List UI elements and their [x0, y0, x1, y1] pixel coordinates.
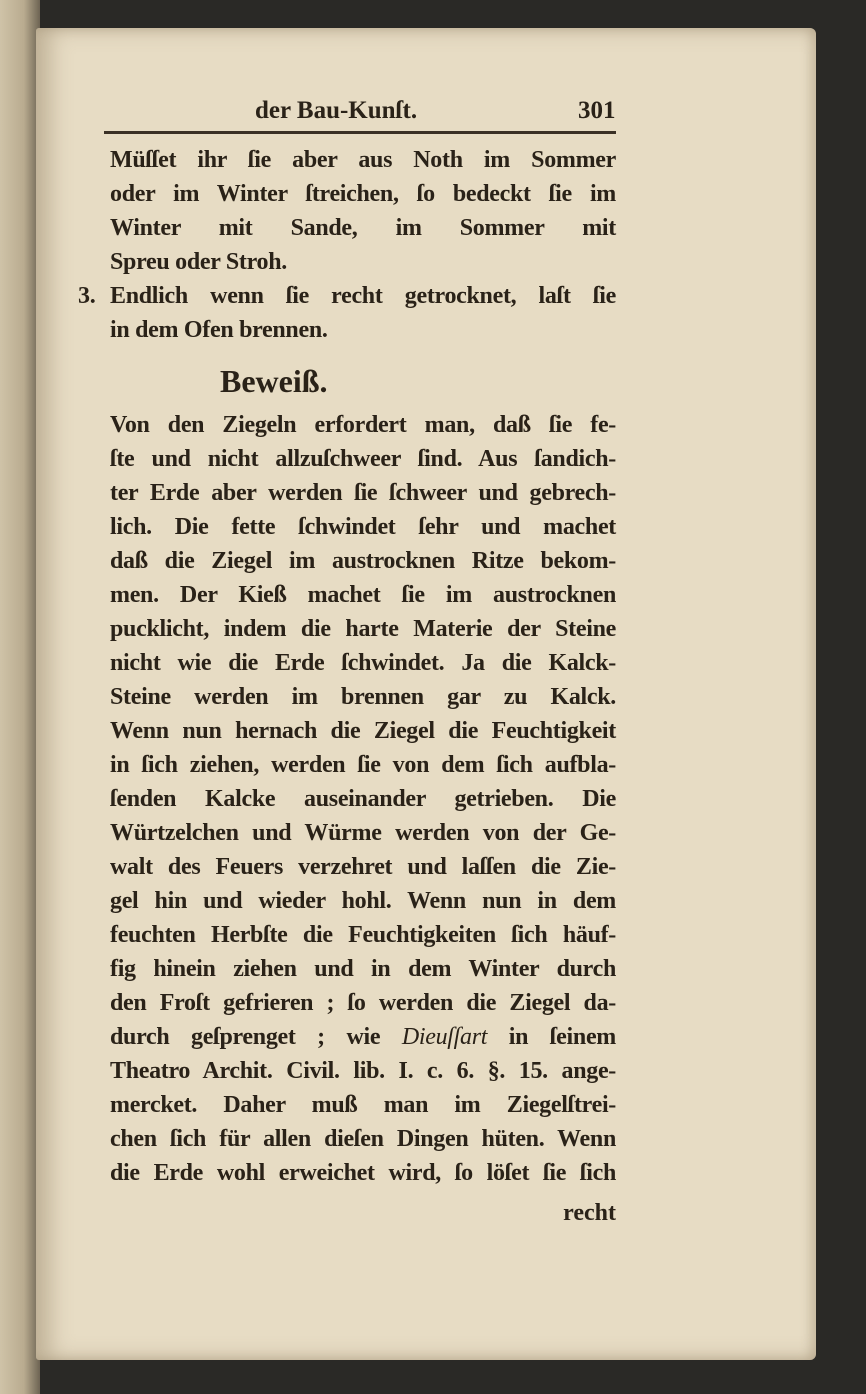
header-rule: [104, 131, 616, 134]
text-line: [110, 444, 616, 474]
running-title: der Bau-Kunſt.: [255, 97, 418, 124]
text-segment: in ſich ziehen, werden ſie von dem ſich aufbla-: [110, 752, 616, 778]
text-segment: walt des Feuers verzehret und laſſen die Zie-: [110, 854, 616, 880]
text-segment: Endlich wenn ſie recht getrocknet, laſt ſie: [110, 283, 616, 309]
text-segment: Müſſet ihr ſie aber aus Noth im Sommer: [110, 147, 616, 173]
text-segment: mercket. Daher muß man im Ziegelſtrei-: [110, 1092, 616, 1118]
text-line: [110, 410, 616, 440]
text-segment: pucklicht, indem die harte Materie der Steine: [110, 616, 616, 642]
text-segment: Steine werden im brennen gar zu Kalck.: [110, 684, 616, 710]
text-segment: in ſeinem: [487, 1024, 616, 1050]
previous-page-edge: [0, 0, 40, 1394]
text-line: [110, 784, 616, 814]
text-segment: feuchten Herbſte die Feuchtigkeiten ſich häuf-: [110, 922, 616, 948]
text-segment: chen ſich für allen dieſen Dingen hüten. Wenn: [110, 1126, 616, 1152]
text-segment: durch geſprenget ; wie: [110, 1024, 402, 1050]
text-line: [110, 580, 616, 610]
text-segment: die Erde wohl erweichet wird, ſo löſet ſie ſich: [110, 1160, 616, 1186]
text-line: [110, 682, 616, 712]
text-line: [110, 145, 616, 175]
text-line: [110, 886, 616, 916]
text-segment: Winter mit Sande, im Sommer mit: [110, 215, 616, 241]
text-line: [110, 546, 616, 576]
text-line: [110, 1124, 616, 1154]
text-line: [110, 315, 616, 345]
text-segment: ter Erde aber werden ſie ſchweer und gebrech-: [110, 480, 616, 506]
text-segment: Theatro Archit. Civil. lib. I. c. 6. §. 15. ange-: [110, 1058, 616, 1084]
list-number: 3.: [78, 283, 96, 309]
text-line: [110, 478, 616, 508]
text-segment: nicht wie die Erde ſchwindet. Ja die Kalck-: [110, 650, 616, 676]
text-segment: Würtzelchen und Würme werden von der Ge-: [110, 820, 616, 846]
text-segment: gel hin und wieder hohl. Wenn nun in dem: [110, 888, 616, 914]
text-segment: Von den Ziegeln erfordert man, daß ſie fe-: [110, 412, 616, 438]
text-line: [110, 247, 616, 277]
text-line: [110, 648, 616, 678]
text-line: [110, 1158, 616, 1188]
text-line: [110, 1022, 616, 1052]
text-line: [110, 1090, 616, 1120]
text-line: [110, 954, 616, 984]
catchword: recht: [563, 1200, 616, 1226]
text-line: [110, 988, 616, 1018]
text-segment: men. Der Kieß machet ſie im austrocknen: [110, 582, 616, 608]
text-line: [110, 818, 616, 848]
text-segment: lich. Die fette ſchwindet ſehr und machet: [110, 514, 616, 540]
text-line: [110, 750, 616, 780]
text-segment: Wenn nun hernach die Ziegel die Feuchtigkeit: [110, 718, 616, 744]
text-line: [110, 512, 616, 542]
text-segment: in dem Ofen brennen.: [110, 317, 328, 343]
text-line: [110, 852, 616, 882]
text-segment: Spreu oder Stroh.: [110, 249, 287, 275]
text-segment: daß die Ziegel im austrocknen Ritze bekom-: [110, 548, 616, 574]
text-segment: oder im Winter ſtreichen, ſo bedeckt ſie im: [110, 181, 616, 207]
text-segment: den Froſt gefrieren ; ſo werden die Ziegel da-: [110, 990, 616, 1016]
text-segment: fig hinein ziehen und in dem Winter durch: [110, 956, 616, 982]
text-line: [110, 1056, 616, 1086]
text-line: [110, 213, 616, 243]
section-heading: Beweiß.: [220, 363, 328, 399]
text-segment: ſte und nicht allzuſchweer ſind. Aus ſandich-: [110, 446, 616, 472]
text-line: [110, 716, 616, 746]
italic-name: Dieuſſart: [401, 1024, 488, 1050]
text-line: [110, 179, 616, 209]
text-line: [110, 614, 616, 644]
text-segment: ſenden Kalcke auseinander getrieben. Die: [110, 786, 616, 812]
page-number: 301: [578, 97, 616, 124]
text-line: [78, 281, 616, 311]
text-line: [110, 920, 616, 950]
